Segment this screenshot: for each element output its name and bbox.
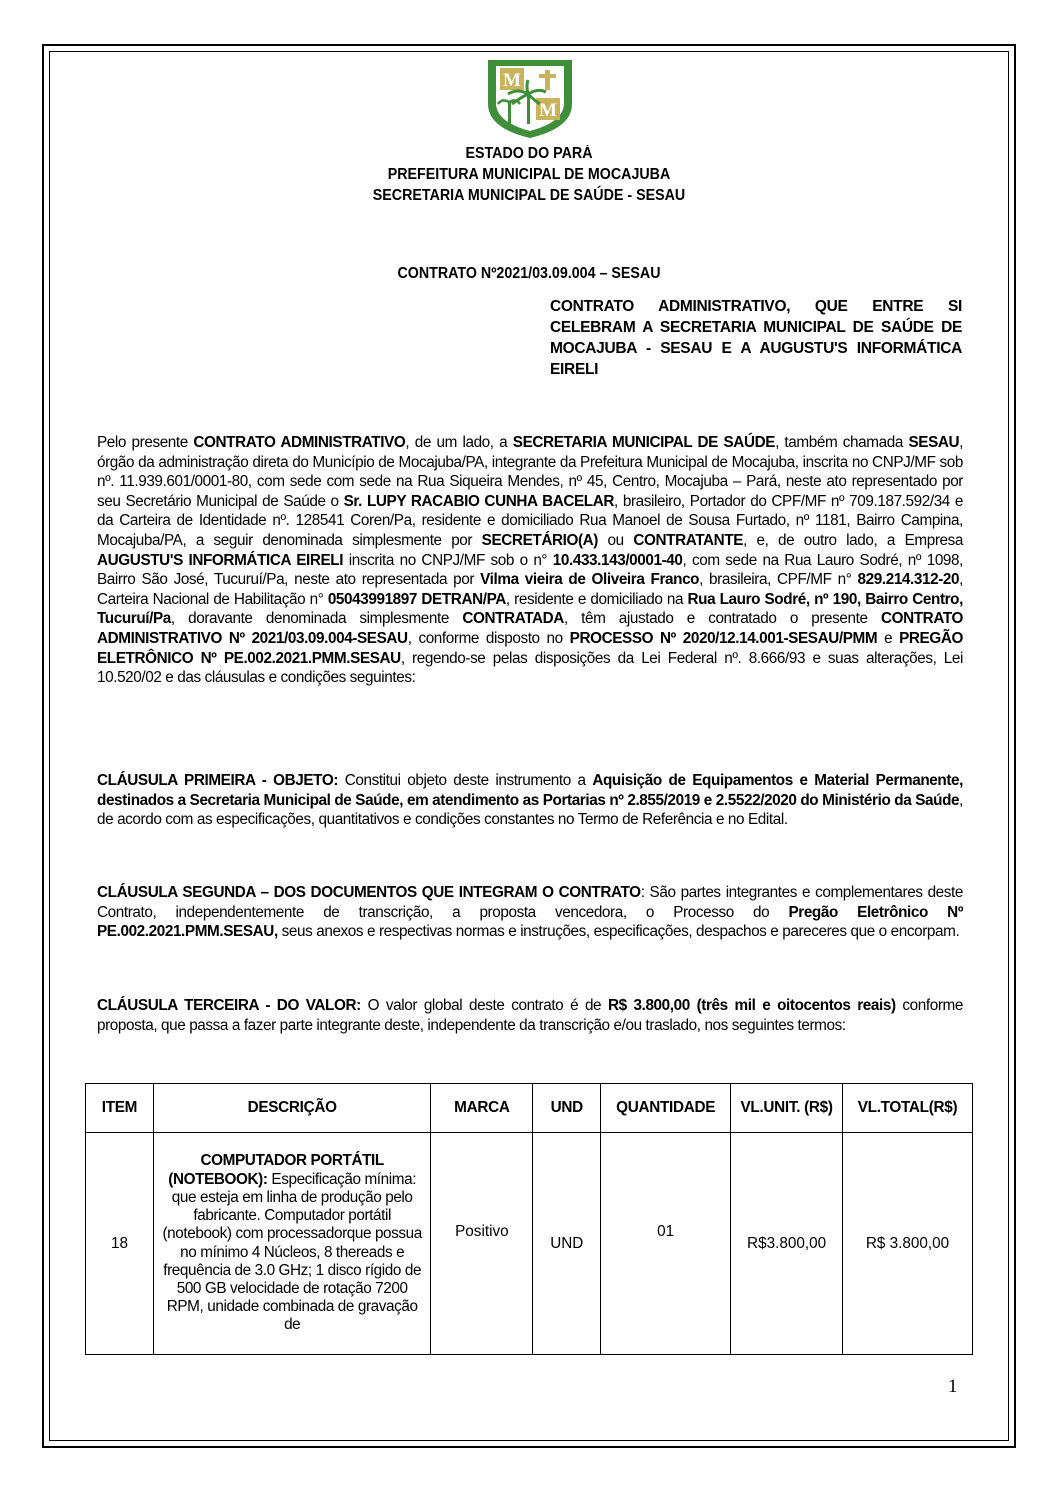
col-header-quantity: QUANTIDADE: [601, 1084, 731, 1133]
col-header-total-value: VL.TOTAL(R$): [843, 1084, 973, 1133]
clause-title: CLÁUSULA PRIMEIRA - OBJETO:: [97, 772, 339, 789]
cell-unit: UND: [533, 1133, 601, 1355]
col-header-brand: MARCA: [431, 1084, 533, 1133]
crest-letter-top: M: [503, 70, 521, 91]
header-state: ESTADO DO PARÁ: [465, 145, 593, 162]
page-number: 1: [948, 1376, 958, 1397]
table-header-row: [86, 1084, 973, 1133]
crest-letter-bottom: M: [539, 100, 557, 121]
col-header-item: ITEM: [86, 1084, 154, 1133]
clause-third-value: CLÁUSULA TERCEIRA - DO VALOR: O valor global deste contrato é de R$ 3.800,00 (três mil e oitocentos reais) conforme proposta, que passa a fazer parte integrante deste, independente da transcrição e/ou traslado, nos seguintes termos:: [97, 997, 963, 1034]
cell-brand: Positivo: [431, 1133, 533, 1355]
municipal-crest-logo: [484, 58, 576, 140]
col-header-unit: UND: [533, 1084, 601, 1133]
header-prefecture: PREFEITURA MUNICIPAL DE MOCAJUBA: [387, 166, 671, 183]
clause-first-object: CLÁUSULA PRIMEIRA - OBJETO: Constitui objeto deste instrumento a Aquisição de Equipamentos e Material Permanente, destinados a Secretaria Municipal de Saúde, em atendimento as Portarias nº 2.855/2019 e 2.5522/2020 do Ministério da Saúde, de acordo com as especificações, quantitativos e condições constantes no Termo de Referência e no Edital.: [97, 772, 964, 829]
col-header-unit-value: VL.UNIT. (R$): [731, 1084, 843, 1133]
col-header-description: DESCRIÇÃO: [153, 1084, 431, 1133]
cell-total-value: R$ 3.800,00: [843, 1133, 973, 1355]
contract-summary: CONTRATO ADMINISTRATIVO, QUE ENTRE SI CELEBRAM A SECRETARIA MUNICIPAL DE SAÚDE DE MOCAJUBA - SESAU E A AUGUSTU'S INFORMÁTICA EIRELI: [550, 298, 962, 378]
intro-paragraph: Pelo presente CONTRATO ADMINISTRATIVO, de um lado, a SECRETARIA MUNICIPAL DE SAÚDE, também chamada SESAU, órgão da administração direta do Município de Mocajuba/PA, integrante da Prefeitura Municipal de Mocajuba, inscrita no CNPJ/MF sob nº. 11.939.601/0001-80, com sede com sede na Rua Siqueira Mendes, nº 45, Centro, Mocajuba – Pará, neste ato representado por seu Secretário Municipal de Saúde o Sr. LUPY RACABIO CUNHA BACELAR, brasileiro, Portador do CPF/MF nº 709.187.592/34 e da Carteira de Identidade nº. 128541 Coren/Pa, residente e domiciliado Rua Manoel de Sousa Furtado, nº 1181, Bairro Campina, Mocajuba/PA, a seguir denominada simplesmente por SECRETÁRIO(A) ou CONTRATANTE, e, de outro lado, a Empresa AUGUSTU'S INFORMÁTICA EIRELI inscrita no CNPJ/MF sob o n° 10.433.143/0001-40, com sede na Rua Lauro Sodré, nº 1098, Bairro São José, Tucuruí/Pa, neste ato representada por Vilma vieira de Oliveira Franco, brasileira, CPF/MF n° 829.214.312-20, Carteira Nacional de Habilitação n° 05043991897 DETRAN/PA, residente e domiciliado na Rua Lauro Sodré, nº 190, Bairro Centro, Tucuruí/Pa, doravante denominada simplesmente CONTRATADA, têm ajustado e contratado o presente CONTRATO ADMINISTRATIVO Nº 2021/03.09.004-SESAU, conforme disposto no PROCESSO Nº 2020/12.14.001-SESAU/PMM e PREGÃO ELETRÔNICO Nº PE.002.2021.PMM.SESAU, regendo-se pelas disposições da Lei Federal nº. 8.666/93 e suas alterações, Lei 10.520/02 e das cláusulas e condições seguintes:: [97, 434, 964, 687]
items-table: [85, 1083, 973, 1355]
document-header: [42, 143, 1015, 206]
table-row: [86, 1133, 973, 1355]
cell-quantity: 01: [601, 1133, 731, 1355]
clause-title: CLÁUSULA TERCEIRA - DO VALOR:: [97, 997, 361, 1014]
cell-description: COMPUTADOR PORTÁTIL (NOTEBOOK): Especificação mínima: que esteja em linha de produção pelo fabricante. Computador portátil (notebook) com processadorque possua no mínimo 4 Núcleos, 8 thereads e frequência de 3.0 GHz; 1 disco rígido de 500 GB velocidade de rotação 7200 RPM, unidade combinada de gravação de: [153, 1133, 431, 1355]
header-secretariat: SECRETARIA MUNICIPAL DE SAÚDE - SESAU: [372, 187, 686, 204]
contract-number: CONTRATO Nº2021/03.09.004 – SESAU: [397, 265, 661, 282]
clause-second-documents: CLÁUSULA SEGUNDA – DOS DOCUMENTOS QUE INTEGRAM O CONTRATO: São partes integrantes e complementares deste Contrato, independentemente de transcrição, a proposta vencedora, o Processo do Pregão Eletrônico Nº PE.002.2021.PMM.SESAU, seus anexos e respectivas normas e instruções, especificações, despachos e pareceres que o encorpam.: [97, 884, 963, 941]
cell-item: 18: [86, 1133, 154, 1355]
cell-unit-value: R$3.800,00: [731, 1133, 843, 1355]
clause-title: CLÁUSULA SEGUNDA – DOS DOCUMENTOS QUE INTEGRAM O CONTRATO: [97, 884, 641, 901]
